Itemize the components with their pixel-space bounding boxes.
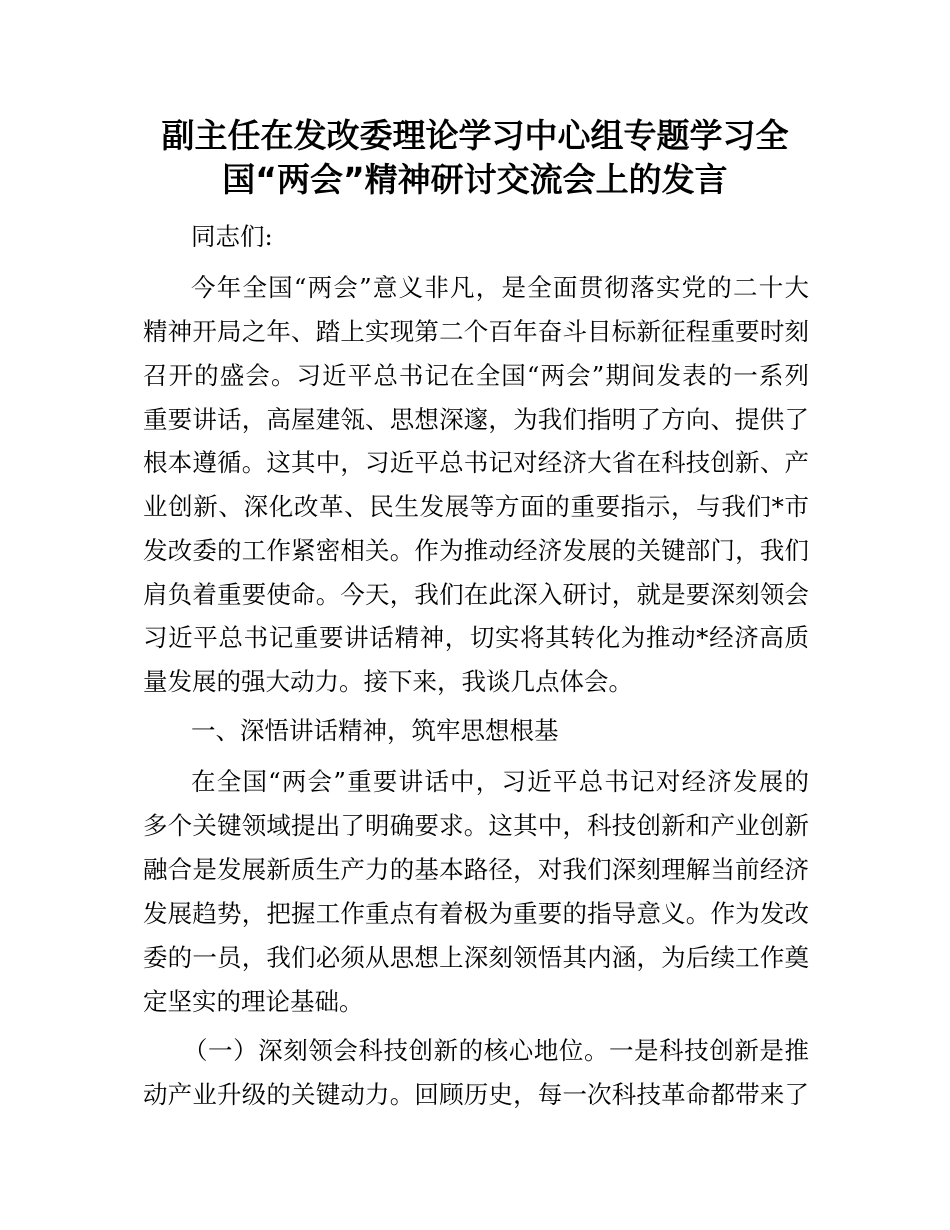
- paragraph2-line: 融合是发展新质生产力的基本路径，对我们深刻理解当前经济: [143, 855, 809, 884]
- paragraph1-line: 肩负着重要使命。今天，我们在此深入研讨，就是要深刻领会: [143, 580, 809, 609]
- document-title-line-1: 副主任在发改委理论学习中心组专题学习全: [161, 116, 789, 155]
- paragraph1-line: 量发展的强大动力。接下来，我谈几点体会。: [143, 667, 633, 696]
- paragraph1-line: 发改委的工作紧密相关。作为推动经济发展的关键部门，我们: [143, 536, 809, 565]
- paragraph2-line: 在全国“两会”重要讲话中，习近平总书记对经济发展的: [191, 767, 809, 796]
- paragraph1-line: 习近平总书记重要讲话精神，切实将其转化为推动*经济高质: [143, 623, 809, 652]
- paragraph1-line: 精神开局之年、踏上实现第二个百年奋斗目标新征程重要时刻: [143, 317, 809, 346]
- paragraph2-line: 发展趋势，把握工作重点有着极为重要的指导意义。作为发改: [143, 899, 809, 928]
- paragraph1-line: 召开的盛会。习近平总书记在全国“两会”期间发表的一系列: [143, 361, 809, 390]
- section-heading-1: 一、深悟讲话精神，筑牢思想根基: [191, 716, 559, 745]
- paragraph3-line: （一）深刻领会科技创新的核心地位。一是科技创新是推: [183, 1036, 809, 1065]
- paragraph3-line: 动产业升级的关键动力。回顾历史，每一次科技革命都带来了: [143, 1080, 809, 1109]
- paragraph1-line: 今年全国“两会”意义非凡，是全面贯彻落实党的二十大: [191, 273, 809, 302]
- paragraph1-line: 根本遵循。这其中，习近平总书记对经济大省在科技创新、产: [143, 448, 809, 477]
- paragraph1-line: 业创新、深化改革、民生发展等方面的重要指示，与我们*市: [143, 492, 809, 521]
- document-title-line-2: 国“两会”精神研讨交流会上的发言: [222, 160, 728, 199]
- paragraph2-line: 多个关键领域提出了明确要求。这其中，科技创新和产业创新: [143, 811, 809, 840]
- paragraph2-line: 委的一员，我们必须从思想上深刻领悟其内涵，为后续工作奠: [143, 943, 809, 972]
- paragraph1-line: 重要讲话，高屋建瓴、思想深邃，为我们指明了方向、提供了: [143, 405, 809, 434]
- paragraph2-line: 定坚实的理论基础。: [143, 987, 364, 1016]
- salutation: 同志们:: [191, 222, 273, 251]
